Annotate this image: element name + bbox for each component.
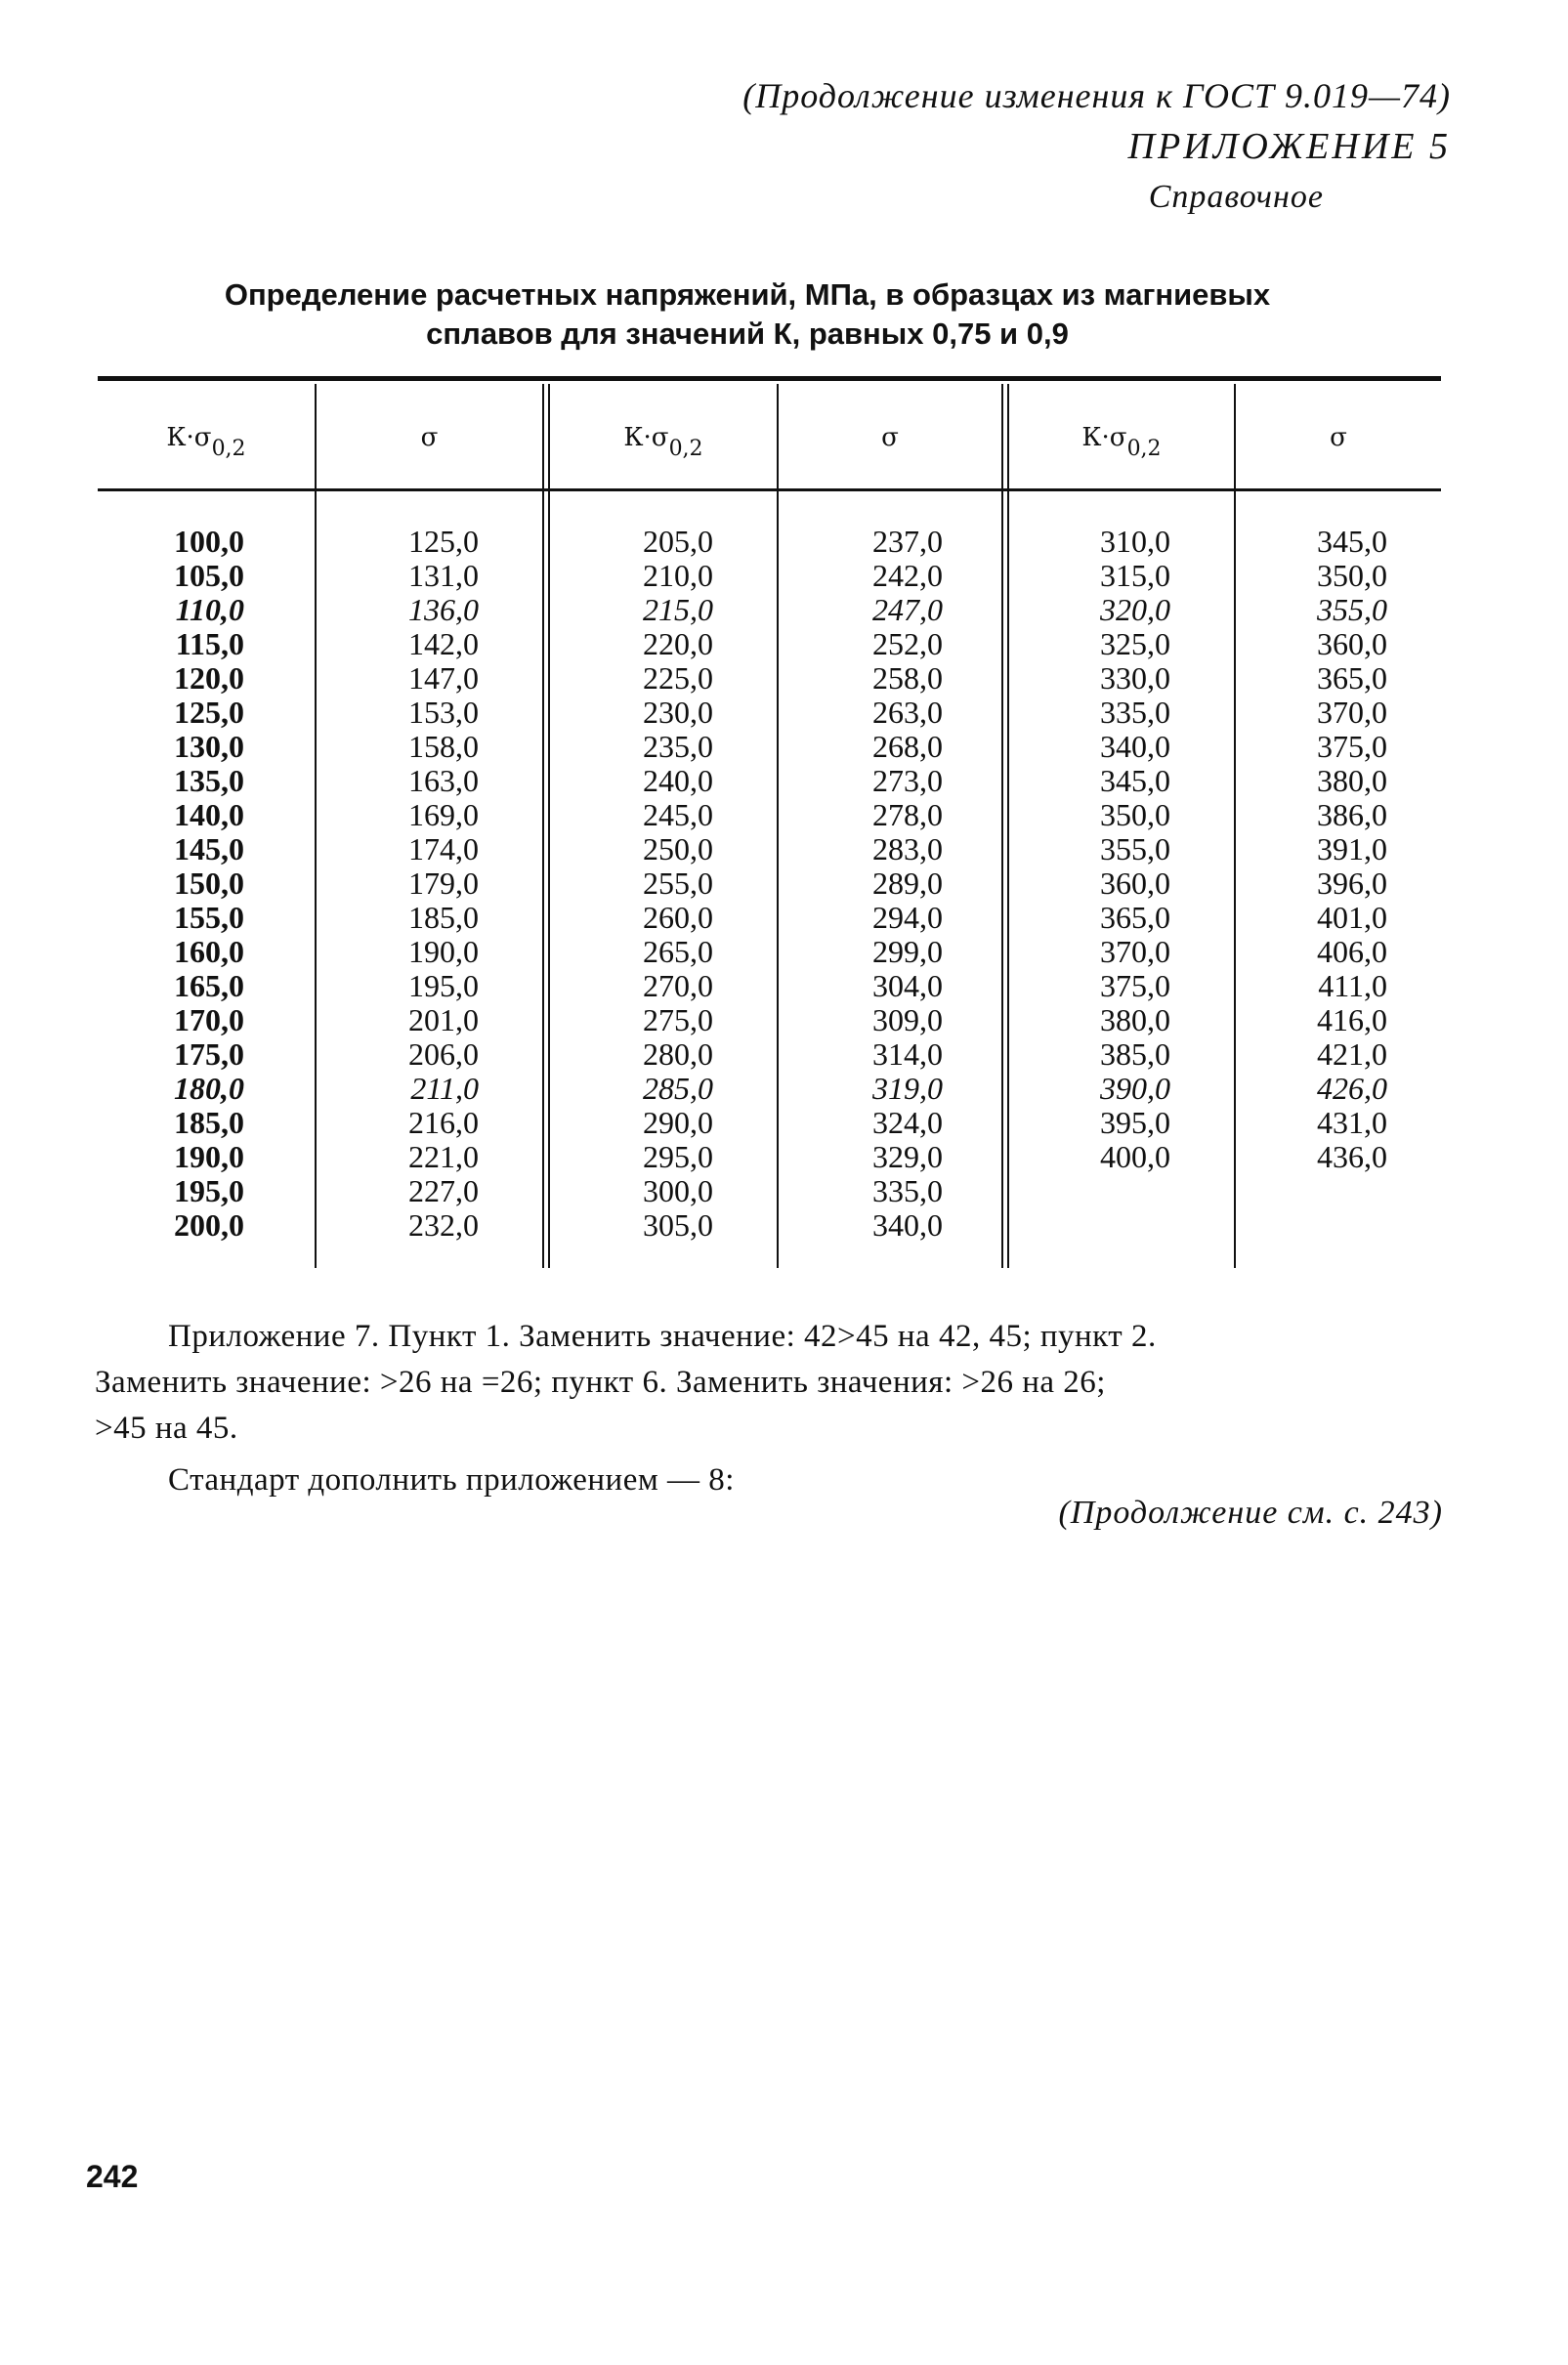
table-cell: 395,0 <box>1100 1105 1170 1140</box>
table-cell: 190,0 <box>408 934 479 969</box>
table-cell: 200,0 <box>174 1207 244 1243</box>
table-cell: 175,0 <box>174 1036 244 1072</box>
table-cell: 314,0 <box>872 1036 943 1072</box>
column-divider <box>315 384 317 1268</box>
table-cell: 299,0 <box>872 934 943 969</box>
column-divider-double <box>1001 384 1003 1268</box>
table-cell: 350,0 <box>1317 558 1387 593</box>
table-cell: 174,0 <box>408 831 479 866</box>
table-cell: 335,0 <box>872 1173 943 1208</box>
table-cell: 242,0 <box>872 558 943 593</box>
header-sigma-label: σ <box>420 423 439 452</box>
table-cell: 147,0 <box>408 660 479 696</box>
table-cell: 130,0 <box>174 729 244 764</box>
table-cell: 278,0 <box>872 797 943 832</box>
table-cell: 421,0 <box>1317 1036 1387 1072</box>
column-sigma-3 <box>1280 525 1387 1174</box>
header-sigma-3 <box>1236 423 1441 452</box>
table-cell: 386,0 <box>1317 797 1387 832</box>
amendment-line-2: Заменить значение: >26 на =26; пункт 6. Заменить значения: >26 на 26; <box>95 1365 1106 1400</box>
table-cell: 131,0 <box>408 558 479 593</box>
table-header-rule <box>98 488 1441 491</box>
table-cell: 275,0 <box>643 1002 713 1037</box>
table-cell: 165,0 <box>174 968 244 1003</box>
table-cell: 310,0 <box>1100 524 1170 559</box>
table-cell: 385,0 <box>1100 1036 1170 1072</box>
table-cell: 180,0 <box>174 1071 244 1106</box>
table-top-rule <box>98 376 1441 381</box>
table-cell: 335,0 <box>1100 695 1170 730</box>
table-cell: 401,0 <box>1317 900 1387 935</box>
table-cell: 170,0 <box>174 1002 244 1037</box>
table-cell: 232,0 <box>408 1207 479 1243</box>
table-cell: 309,0 <box>872 1002 943 1037</box>
column-k-sigma-3 <box>1063 525 1170 1174</box>
table-cell: 105,0 <box>174 558 244 593</box>
table-cell: 416,0 <box>1317 1002 1387 1037</box>
table-cell: 110,0 <box>175 592 244 627</box>
table-cell: 115,0 <box>175 626 244 661</box>
table-cell: 163,0 <box>408 763 479 798</box>
table-cell: 205,0 <box>643 524 713 559</box>
table-cell: 380,0 <box>1100 1002 1170 1037</box>
table-cell: 155,0 <box>174 900 244 935</box>
table-cell: 263,0 <box>872 695 943 730</box>
table-cell: 195,0 <box>408 968 479 1003</box>
table-cell: 237,0 <box>872 524 943 559</box>
table-cell: 330,0 <box>1100 660 1170 696</box>
table-cell: 247,0 <box>872 592 943 627</box>
table-cell: 426,0 <box>1317 1071 1387 1106</box>
table-cell: 179,0 <box>408 866 479 901</box>
table-cell: 375,0 <box>1317 729 1387 764</box>
continuation-footer: (Продолжение см. с. 243) <box>1058 1495 1443 1531</box>
table-cell: 158,0 <box>408 729 479 764</box>
table-cell: 216,0 <box>408 1105 479 1140</box>
header-sigma-2 <box>779 423 1001 452</box>
table-cell: 185,0 <box>174 1105 244 1140</box>
table-cell: 120,0 <box>174 660 244 696</box>
table-cell: 268,0 <box>872 729 943 764</box>
table-cell: 329,0 <box>872 1139 943 1174</box>
continuation-reference: (Продолжение изменения к ГОСТ 9.019—74) <box>742 76 1451 115</box>
table-cell: 289,0 <box>872 866 943 901</box>
table-cell: 350,0 <box>1100 797 1170 832</box>
table-cell: 324,0 <box>872 1105 943 1140</box>
header-k-sigma-label: К·σ <box>1081 423 1127 452</box>
table-cell: 220,0 <box>643 626 713 661</box>
table-cell: 252,0 <box>872 626 943 661</box>
column-sigma-2 <box>835 525 943 1243</box>
table-cell: 185,0 <box>408 900 479 935</box>
table-cell: 396,0 <box>1317 866 1387 901</box>
header-k-sigma-1 <box>98 423 315 461</box>
column-divider-double <box>1007 384 1009 1268</box>
table-cell: 136,0 <box>408 592 479 627</box>
table-cell: 283,0 <box>872 831 943 866</box>
table-cell: 210,0 <box>643 558 713 593</box>
table-title <box>98 275 1397 354</box>
table-cell: 319,0 <box>872 1071 943 1106</box>
table-cell: 227,0 <box>408 1173 479 1208</box>
table-cell: 285,0 <box>643 1071 713 1106</box>
table-cell: 125,0 <box>408 524 479 559</box>
header-subscript: 0,2 <box>1126 437 1162 461</box>
column-divider-double <box>548 384 550 1268</box>
table-cell: 345,0 <box>1100 763 1170 798</box>
table-cell: 315,0 <box>1100 558 1170 593</box>
table-cell: 211,0 <box>410 1071 479 1106</box>
table-cell: 280,0 <box>643 1036 713 1072</box>
table-cell: 380,0 <box>1317 763 1387 798</box>
table-title-line-1: Определение расчетных напряжений, МПа, в образцах из магниевых <box>224 277 1271 312</box>
table-cell: 320,0 <box>1100 592 1170 627</box>
header-sigma-label: σ <box>1330 423 1347 452</box>
table-cell: 270,0 <box>643 968 713 1003</box>
page-header <box>742 70 1451 223</box>
table-cell: 260,0 <box>643 900 713 935</box>
table-cell: 160,0 <box>174 934 244 969</box>
appendix-type: Справочное <box>1148 179 1324 215</box>
table-cell: 221,0 <box>408 1139 479 1174</box>
table-cell: 295,0 <box>643 1139 713 1174</box>
table-cell: 245,0 <box>643 797 713 832</box>
table-cell: 240,0 <box>643 763 713 798</box>
table-cell: 135,0 <box>174 763 244 798</box>
table-cell: 230,0 <box>643 695 713 730</box>
table-cell: 145,0 <box>174 831 244 866</box>
table-cell: 305,0 <box>643 1207 713 1243</box>
table-cell: 365,0 <box>1100 900 1170 935</box>
table-cell: 300,0 <box>643 1173 713 1208</box>
table-cell: 125,0 <box>174 695 244 730</box>
amendment-line-3: >45 на 45. <box>95 1411 238 1446</box>
table-cell: 304,0 <box>872 968 943 1003</box>
column-k-sigma-2 <box>606 525 713 1243</box>
header-k-sigma-2 <box>550 423 777 461</box>
table-cell: 411,0 <box>1318 968 1387 1003</box>
header-k-sigma-label: К·σ <box>166 423 212 452</box>
page-number: 242 <box>86 2159 139 2194</box>
table-cell: 325,0 <box>1100 626 1170 661</box>
table-cell: 201,0 <box>408 1002 479 1037</box>
table-title-line-2: сплавов для значений К, равных 0,75 и 0,9 <box>426 317 1069 351</box>
column-divider <box>777 384 779 1268</box>
table-cell: 390,0 <box>1100 1071 1170 1106</box>
table-cell: 340,0 <box>1100 729 1170 764</box>
appendix-title: ПРИЛОЖЕНИЕ 5 <box>1127 126 1451 167</box>
table-cell: 345,0 <box>1317 524 1387 559</box>
table-cell: 294,0 <box>872 900 943 935</box>
header-sigma-1 <box>317 423 542 452</box>
table-cell: 375,0 <box>1100 968 1170 1003</box>
table-cell: 142,0 <box>408 626 479 661</box>
table-cell: 365,0 <box>1317 660 1387 696</box>
header-subscript: 0,2 <box>211 437 246 461</box>
table-cell: 255,0 <box>643 866 713 901</box>
table-cell: 100,0 <box>174 524 244 559</box>
table-cell: 360,0 <box>1100 866 1170 901</box>
table-cell: 406,0 <box>1317 934 1387 969</box>
amendment-line-4: Стандарт дополнить приложением — 8: <box>168 1462 735 1498</box>
amendment-text <box>95 1314 1443 1503</box>
table-cell: 153,0 <box>408 695 479 730</box>
table-cell: 250,0 <box>643 831 713 866</box>
column-k-sigma-1 <box>137 525 244 1243</box>
header-subscript: 0,2 <box>668 437 703 461</box>
table-cell: 190,0 <box>174 1139 244 1174</box>
table-cell: 225,0 <box>643 660 713 696</box>
table-cell: 360,0 <box>1317 626 1387 661</box>
header-k-sigma-3 <box>1009 423 1234 461</box>
table-cell: 290,0 <box>643 1105 713 1140</box>
table-cell: 265,0 <box>643 934 713 969</box>
table-cell: 235,0 <box>643 729 713 764</box>
table-cell: 169,0 <box>408 797 479 832</box>
table-cell: 140,0 <box>174 797 244 832</box>
table-cell: 370,0 <box>1317 695 1387 730</box>
table-cell: 340,0 <box>872 1207 943 1243</box>
header-k-sigma-label: К·σ <box>623 423 669 452</box>
table-cell: 150,0 <box>174 866 244 901</box>
table-cell: 355,0 <box>1317 592 1387 627</box>
table-cell: 436,0 <box>1317 1139 1387 1174</box>
amendment-line-1: Приложение 7. Пункт 1. Заменить значение: 42>45 на 42, 45; пункт 2. <box>168 1319 1157 1354</box>
table-cell: 215,0 <box>643 592 713 627</box>
stress-table <box>98 376 1441 1275</box>
table-cell: 195,0 <box>174 1173 244 1208</box>
column-divider-double <box>542 384 544 1268</box>
table-cell: 206,0 <box>408 1036 479 1072</box>
table-cell: 273,0 <box>872 763 943 798</box>
table-cell: 258,0 <box>872 660 943 696</box>
table-cell: 391,0 <box>1317 831 1387 866</box>
header-sigma-label: σ <box>881 423 899 452</box>
table-cell: 355,0 <box>1100 831 1170 866</box>
column-divider <box>1234 384 1236 1268</box>
table-cell: 400,0 <box>1100 1139 1170 1174</box>
column-sigma-1 <box>371 525 479 1243</box>
table-cell: 431,0 <box>1317 1105 1387 1140</box>
table-cell: 370,0 <box>1100 934 1170 969</box>
